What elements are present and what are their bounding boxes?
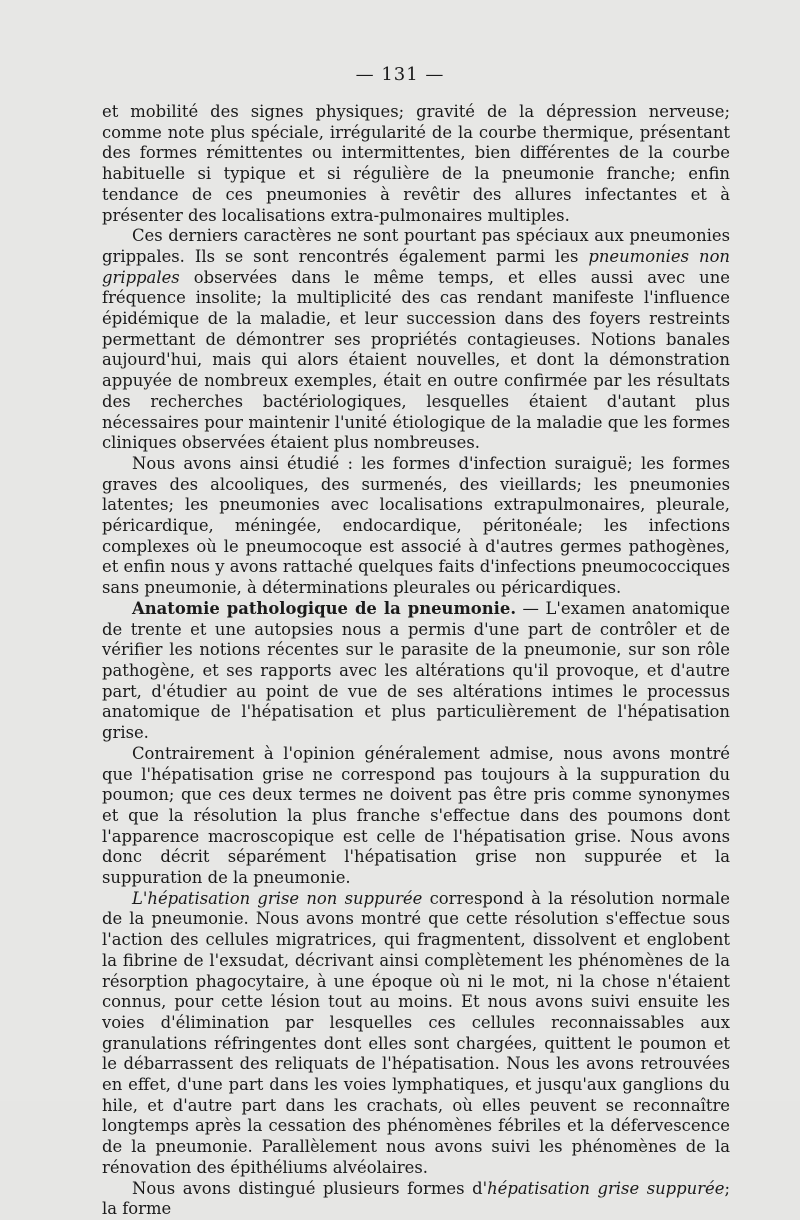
body-text bbox=[102, 102, 730, 1220]
paragraph-4 bbox=[102, 599, 730, 744]
paragraph-6-text: correspond à la résolution normale de la pneumonie. Nous avons montré que cette résolution s'effectue sous l'action des cellules migratrices, qui fragmentent, dissolvent et englobent la fibrine de l'exsudat, décrivant ainsi complètement les phénomènes de la résorption phagocytaire, à une époque où ni le mot, ni la chose n'étaient connus, pour cette lésion tout au moins. Et nous avons suivi ensuite les voies d'élimination par lesquelles ces cellules reconnaissables aux granulations réfringentes dont elles sont chargées, quittent le poumon et le débarrassent des reliquats de l'hépatisation. Nous les avons retrouvées en effet, d'une part dans les voies lymphatiques, et jusqu'aux ganglions du hile, et d'autre part dans les crachats, où elles peuvent se reconnaître longtemps après la cessation des phénomènes fébriles et la défervescence de la pneumonie. Parallèlement nous avons suivi les phénomènes de la rénovation des épithéliums alvéolaires. bbox=[102, 888, 730, 1177]
paragraph-7-text-b: ; la forme bbox=[102, 1178, 730, 1219]
paragraph-7-text-a: Nous avons distingué plusieurs formes d' bbox=[132, 1178, 488, 1198]
paragraph-5: Contrairement à l'opinion généralement admise, nous avons montré que l'hépatisation grise ne correspond pas toujours à la suppuration du poumon; que ces deux termes ne doivent pas être pris comme synonymes et que la résolution la plus franche s'effectue dans des poumons dont l'apparence macroscopique est celle de l'hépatisation grise. Nous avons donc décrit séparément l'hépatisation grise non suppurée et la suppuration de la pneumonie. bbox=[102, 743, 730, 888]
paragraph-1: et mobilité des signes physiques; gravité de la dépression nerveuse; comme note plus spéciale, irrégularité de la courbe thermique, présentant des formes rémittentes ou intermittentes, bien différentes de la courbe habituelle si typique et si régulière de la pneumonie franche; enfin tendance de ces pneumonies à revêtir des allures infectantes et à présenter des localisations extra-pulmonaires multiples. bbox=[102, 102, 730, 225]
paragraph-2-text-b: observées dans le même temps, et elles aussi avec une fréquence insolite; la multiplicité des cas rendant manifeste l'influence épidémique de la maladie, et leur succession dans des foyers restreints permettant de démontrer ses propriétés contagieuses. Notions banales aujourd'hui, mais qui alors étaient nouvelles, et dont la démonstration appuyée de nombreux exemples, était en outre confirmée par les résultats des recherches bactériologiques, lesquelles étaient d'autant plus nécessaires pour maintenir l'unité étiologique de la maladie que les formes cliniques observées étaient plus nombreuses. bbox=[102, 267, 730, 453]
page-number: — 131 — bbox=[355, 64, 445, 85]
paragraph-2-text-a: Ces derniers caractères ne sont pourtant pas spéciaux aux pneumonies grippales. Ils se sont rencontrés également parmi les bbox=[102, 226, 730, 266]
paragraph-6 bbox=[102, 889, 730, 1179]
paragraph-4-text: — L'examen anatomique de trente et une autopsies nous a permis d'une part de contrôler et de vérifier les notions récentes sur le parasite de la pneumonie, sur son rôle pathogène, et ses rapports avec les altérations qu'il provoque, et d'autre part, d'étudier au point de vue de ses altérations intimes le processus anatomique de l'hépatisation et plus particulièrement de l'hépatisation grise. bbox=[102, 598, 731, 743]
paragraph-7-italic: hépatisation grise suppurée bbox=[487, 1178, 725, 1198]
paragraph-7 bbox=[102, 1179, 730, 1220]
paragraph-2 bbox=[102, 226, 730, 454]
paragraph-6-italic: L'hépatisation grise non suppurée bbox=[132, 888, 423, 908]
section-heading: Anatomie pathologique de la pneumonie. bbox=[132, 598, 517, 618]
paragraph-2-italic: pneumonies non grippales bbox=[102, 246, 730, 287]
paragraph-3: Nous avons ainsi étudié : les formes d'infection suraiguë; les formes graves des alcooliques, des surmenés, des vieillards; les pneumonies latentes; les pneumonies avec localisations extrapulmonaires, pleurale, péricardique, méningée, endocardique, péritonéale; les infections complexes où le pneumocoque est associé à d'autres germes pathogènes, et enfin nous y avons rattaché quelques faits d'infections pneumococciques sans pneumonie, à déterminations pleurales ou péricardiques. bbox=[102, 453, 730, 598]
